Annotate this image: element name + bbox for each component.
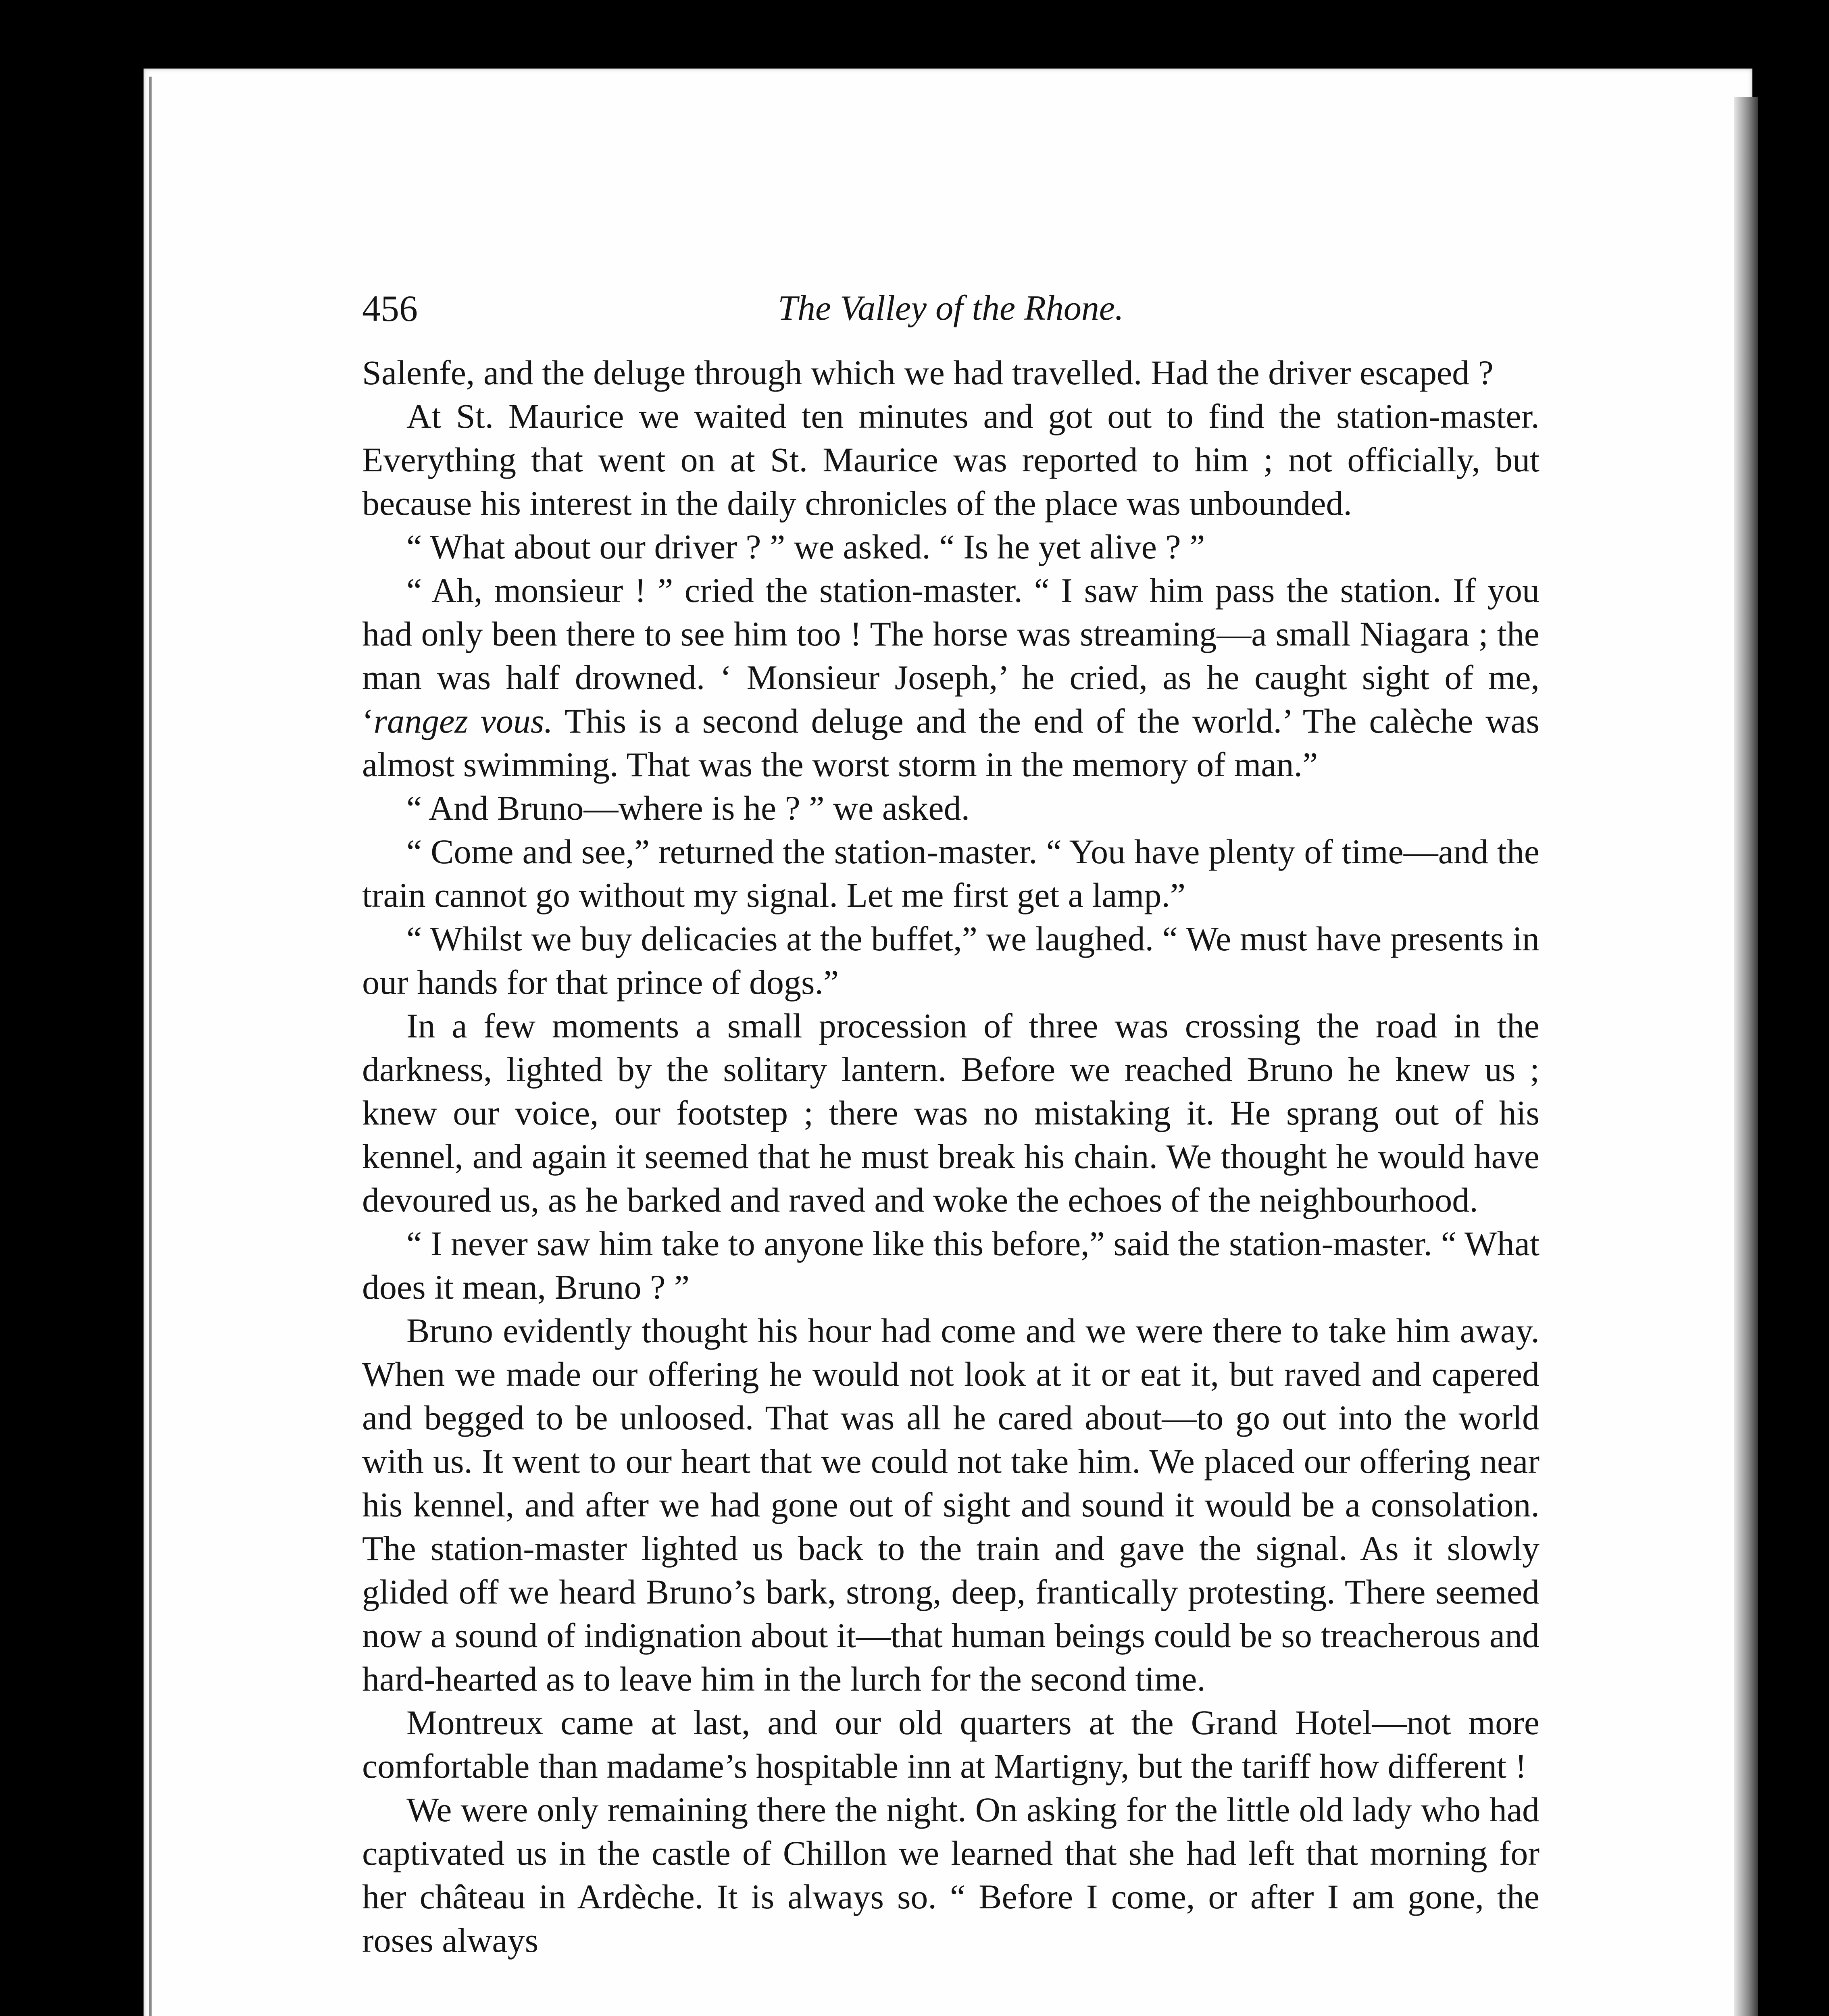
paragraph-8: In a few moments a small procession of three was crossing the road in the darkness, lighted by the solitary lantern. Before we reached Bruno he knew us ; knew our voice, our footstep ; there was no mistaking it. He sprang out of his kennel, and again it seemed that he must break his chain. We thought he would have devoured us, as he barked and raved and woke the echoes of the neighbourhood. <box>362 1006 1539 1219</box>
paragraph-9: “ I never saw him take to anyone like this before,” said the station-master. “ What does it mean, Bruno ? ” <box>362 1224 1539 1306</box>
italic-phrase: rangez vous. <box>373 702 553 740</box>
paragraph-4 <box>362 569 1539 786</box>
paragraph-10: Bruno evidently thought his hour had come and we were there to take him away. When we made our offering he would not look at it or eat it, but raved and capered and begged to be unloosed. That was all he cared about—to go out into the world with us. It went to our heart that we could not take him. We placed our offering near his kennel, and after we had gone out of sight and sound it would be a consolation. The station-master lighted us back to the train and gave the signal. As it slowly glided off we heard Bruno’s bark, strong, deep, frantically protesting. There seemed now a sound of indignation about it—that human beings could be so treacherous and hard-hearted as to leave him in the lurch for the second time. <box>362 1311 1539 1698</box>
running-head <box>362 282 1539 335</box>
page-number: 456 <box>362 288 418 329</box>
paragraph-12: We were only remaining there the night. On asking for the little old lady who had captivated us in the castle of Chillon we learned that she had left that morning for her château in Ardèche. It is always so. “ Before I come, or after I am gone, the roses always <box>362 1790 1539 1960</box>
paragraph-7: “ Whilst we buy delicacies at the buffet,” we laughed. “ We must have presents in our hands for that prince of dogs.” <box>362 919 1539 1002</box>
paragraph-4-lead: “ Ah, monsieur ! ” cried the station-master. “ I saw him pass the station. If you had only been there to see him too ! The horse was streaming—a small Niagara ; the man was half drowned. ‘ Monsieur Joseph,’ he cried, as he caught sight of me, ‘ <box>362 571 1539 740</box>
paragraph-3: “ What about our driver ? ” we asked. “ Is he yet alive ? ” <box>406 527 1205 566</box>
page-gutter-shadow <box>149 77 152 2016</box>
paragraph-2: At St. Maurice we waited ten minutes and got out to find the station-master. Everything that went on at St. Maurice was reported to him ; not officially, but because his interest in the daily chronicles of the place was unbounded. <box>362 397 1539 523</box>
paragraph-11: Montreux came at last, and our old quarters at the Grand Hotel—not more comfortable than madame’s hospitable inn at Martigny, but the tariff how different ! <box>362 1703 1539 1785</box>
body-text <box>362 351 1539 1962</box>
paragraph-6: “ Come and see,” returned the station-master. “ You have plenty of time—and the train cannot go without my signal. Let me first get a lamp.” <box>362 832 1539 914</box>
running-title: The Valley of the Rhone. <box>778 289 1124 328</box>
paragraph-4-tail: This is a second deluge and the end of the world.’ The calèche was almost swimming. That was the worst storm in the memory of man.” <box>362 702 1539 784</box>
paragraph-1: Salenfe, and the deluge through which we had travelled. Had the driver escaped ? <box>362 353 1494 392</box>
paragraph-5: “ And Bruno—where is he ? ” we asked. <box>406 789 970 827</box>
page-edge-shadow <box>1734 97 1758 2016</box>
page-text-block <box>362 282 1539 1962</box>
